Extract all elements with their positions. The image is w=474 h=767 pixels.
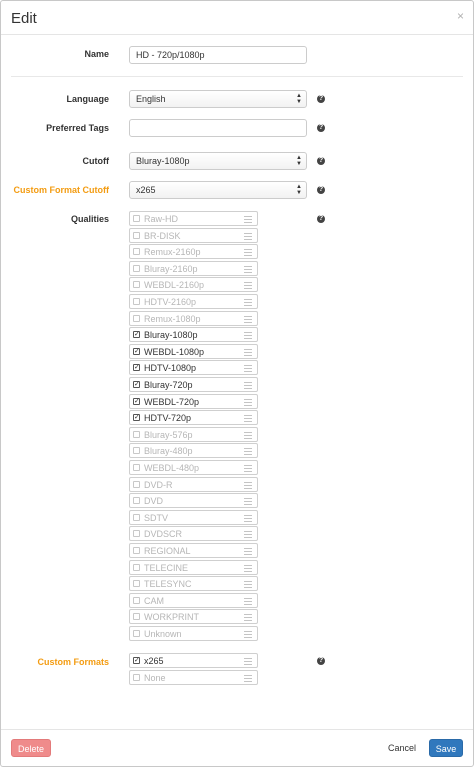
quality-item[interactable]	[129, 510, 258, 525]
drag-handle-icon[interactable]	[244, 432, 252, 439]
quality-item-label: DVD-R	[144, 479, 173, 490]
quality-item-label: Remux-2160p	[144, 247, 201, 258]
drag-handle-icon[interactable]	[244, 332, 252, 339]
drag-handle-icon[interactable]	[244, 675, 252, 682]
quality-item[interactable]	[129, 576, 258, 591]
quality-item-label: WORKPRINT	[144, 612, 199, 623]
custom-format-cutoff-value: x265	[136, 185, 156, 195]
quality-item-label: DVDSCR	[144, 529, 183, 540]
checkbox-unchecked-icon[interactable]	[133, 481, 140, 488]
drag-handle-icon[interactable]	[244, 415, 252, 422]
modal-footer	[1, 729, 473, 767]
quality-item[interactable]	[129, 626, 258, 641]
custom-format-cutoff-label: Custom Format Cutoff	[13, 185, 109, 195]
drag-handle-icon[interactable]	[244, 299, 252, 306]
quality-item[interactable]	[129, 460, 258, 475]
select-arrows-icon: ▲ ▼	[296, 93, 302, 105]
drag-handle-icon[interactable]	[244, 316, 252, 323]
checkbox-unchecked-icon[interactable]	[133, 597, 140, 604]
drag-handle-icon[interactable]	[244, 465, 252, 472]
drag-handle-icon[interactable]	[244, 349, 252, 356]
checkbox-unchecked-icon[interactable]	[133, 613, 140, 620]
drag-handle-icon[interactable]	[244, 548, 252, 555]
quality-item[interactable]	[129, 526, 258, 541]
drag-handle-icon[interactable]	[244, 365, 252, 372]
quality-item[interactable]	[129, 261, 258, 276]
drag-handle-icon[interactable]	[244, 614, 252, 621]
divider	[11, 76, 463, 77]
checkbox-checked-icon[interactable]: ✓	[134, 347, 140, 355]
language-select[interactable]	[129, 90, 307, 108]
quality-item[interactable]	[129, 360, 258, 375]
quality-item-label: SDTV	[144, 512, 169, 523]
cutoff-label: Cutoff	[82, 156, 109, 166]
modal-header	[1, 1, 473, 35]
quality-item[interactable]	[129, 543, 258, 558]
checkbox-unchecked-icon[interactable]	[133, 530, 140, 537]
drag-handle-icon[interactable]	[244, 565, 252, 572]
checkbox-unchecked-icon[interactable]	[133, 265, 140, 272]
quality-item[interactable]	[129, 327, 258, 342]
quality-item[interactable]	[129, 344, 258, 359]
name-input[interactable]: HD - 720p/1080p	[129, 46, 307, 64]
close-icon[interactable]: ×	[456, 9, 464, 23]
checkbox-checked-icon[interactable]: ✓	[134, 364, 140, 372]
custom-formats-help-icon[interactable]: ?	[318, 657, 324, 664]
quality-item[interactable]	[129, 560, 258, 575]
quality-item-label: BR-DISK	[144, 230, 181, 241]
drag-handle-icon[interactable]	[244, 658, 252, 665]
drag-handle-icon[interactable]	[244, 581, 252, 588]
quality-item[interactable]	[129, 211, 258, 226]
quality-item[interactable]	[129, 277, 258, 292]
drag-handle-icon[interactable]	[244, 282, 252, 289]
drag-handle-icon[interactable]	[244, 249, 252, 256]
quality-item[interactable]	[129, 377, 258, 392]
quality-item-label: Bluray-1080p	[144, 330, 198, 341]
drag-handle-icon[interactable]	[244, 515, 252, 522]
drag-handle-icon[interactable]	[244, 498, 252, 505]
custom-format-cutoff-select[interactable]	[129, 181, 307, 199]
checkbox-unchecked-icon[interactable]	[133, 674, 140, 681]
quality-item[interactable]	[129, 311, 258, 326]
drag-handle-icon[interactable]	[244, 531, 252, 538]
checkbox-unchecked-icon[interactable]	[133, 315, 140, 322]
preferred-tags-help-icon[interactable]: ?	[318, 124, 324, 131]
quality-item-label: CAM	[144, 595, 164, 606]
checkbox-unchecked-icon[interactable]	[133, 431, 140, 438]
custom-format-item[interactable]	[129, 653, 258, 668]
quality-item-label: Bluray-720p	[144, 380, 193, 390]
checkbox-unchecked-icon[interactable]	[133, 281, 140, 288]
cutoff-select[interactable]	[129, 152, 307, 170]
quality-item-label: Unknown	[144, 629, 182, 639]
quality-item[interactable]	[129, 410, 258, 425]
quality-item-label: Bluray-480p	[144, 446, 193, 457]
quality-item[interactable]	[129, 244, 258, 259]
checkbox-unchecked-icon[interactable]	[133, 580, 140, 587]
checkbox-unchecked-icon[interactable]	[133, 564, 140, 571]
language-label: Language	[66, 94, 109, 104]
checkbox-unchecked-icon[interactable]	[133, 215, 140, 222]
qualities-label: Qualities	[70, 214, 109, 224]
quality-item[interactable]	[129, 394, 258, 409]
qualities-help-icon[interactable]: ?	[318, 215, 324, 222]
quality-item-label: TELECINE	[144, 562, 189, 573]
name-label: Name	[84, 49, 109, 59]
checkbox-unchecked-icon[interactable]	[133, 497, 140, 504]
checkbox-checked-icon[interactable]: ✓	[134, 414, 140, 422]
checkbox-checked-icon[interactable]: ✓	[134, 657, 140, 664]
drag-handle-icon[interactable]	[244, 233, 252, 240]
quality-item-label: TELESYNC	[144, 579, 192, 590]
quality-item[interactable]	[129, 427, 258, 442]
quality-item-label: HDTV-1080p	[144, 363, 197, 374]
quality-item-label: WEBDL-480p	[144, 463, 200, 473]
preferred-tags-input[interactable]	[129, 119, 307, 137]
custom-format-item[interactable]	[129, 670, 258, 685]
select-arrows-icon: ▲ ▼	[296, 184, 302, 196]
quality-item[interactable]	[129, 609, 258, 624]
custom-formats-label: Custom Formats	[37, 657, 109, 667]
modal-title: Edit	[11, 10, 37, 27]
checkbox-unchecked-icon[interactable]	[133, 232, 140, 239]
select-arrows-icon: ▲ ▼	[296, 155, 302, 167]
checkbox-unchecked-icon[interactable]	[133, 447, 140, 454]
save-button[interactable]: Save	[429, 739, 463, 757]
quality-item-label: Bluray-576p	[144, 429, 193, 440]
drag-handle-icon[interactable]	[244, 598, 252, 605]
quality-item-label: REGIONAL	[144, 546, 191, 556]
quality-item[interactable]	[129, 477, 258, 492]
quality-item[interactable]	[129, 228, 258, 243]
checkbox-checked-icon[interactable]: ✓	[134, 397, 140, 405]
quality-item[interactable]	[129, 493, 258, 508]
quality-item-label: Raw-HD	[144, 214, 179, 224]
drag-handle-icon[interactable]	[244, 482, 252, 489]
language-select-value: English	[136, 94, 166, 104]
checkbox-unchecked-icon[interactable]	[133, 464, 140, 471]
custom-format-item-label: None	[144, 672, 166, 683]
cutoff-help-icon[interactable]: ?	[318, 157, 324, 164]
preferred-tags-label: Preferred Tags	[46, 123, 109, 133]
quality-item-label: HDTV-2160p	[144, 297, 197, 307]
drag-handle-icon[interactable]	[244, 631, 252, 638]
checkbox-unchecked-icon[interactable]	[133, 547, 140, 554]
checkbox-unchecked-icon[interactable]	[133, 248, 140, 255]
drag-handle-icon[interactable]	[244, 399, 252, 406]
delete-button[interactable]: Delete	[11, 739, 51, 757]
checkbox-checked-icon[interactable]: ✓	[134, 331, 140, 339]
cancel-button[interactable]: Cancel	[387, 743, 416, 753]
checkbox-unchecked-icon[interactable]	[133, 514, 140, 521]
quality-item-label: HDTV-720p	[144, 413, 192, 424]
drag-handle-icon[interactable]	[244, 382, 252, 389]
drag-handle-icon[interactable]	[244, 448, 252, 455]
language-help-icon[interactable]: ?	[318, 95, 324, 102]
quality-item[interactable]	[129, 443, 258, 458]
quality-item-label: Remux-1080p	[144, 313, 201, 324]
custom-format-item-label: x265	[144, 656, 164, 666]
drag-handle-icon[interactable]	[244, 216, 252, 223]
quality-item-label: WEBDL-2160p	[144, 280, 205, 291]
checkbox-unchecked-icon[interactable]	[133, 298, 140, 305]
quality-item[interactable]	[129, 294, 258, 309]
cutoff-select-value: Bluray-1080p	[136, 156, 190, 166]
drag-handle-icon[interactable]	[244, 266, 252, 273]
custom-format-cutoff-help-icon[interactable]: ?	[318, 186, 324, 193]
quality-item-label: WEBDL-1080p	[144, 346, 205, 357]
checkbox-unchecked-icon[interactable]	[133, 630, 140, 637]
quality-item-label: WEBDL-720p	[144, 396, 200, 407]
quality-item[interactable]	[129, 593, 258, 608]
quality-item-label: DVD	[144, 496, 164, 507]
checkbox-checked-icon[interactable]: ✓	[134, 381, 140, 388]
quality-item-label: Bluray-2160p	[144, 263, 198, 274]
